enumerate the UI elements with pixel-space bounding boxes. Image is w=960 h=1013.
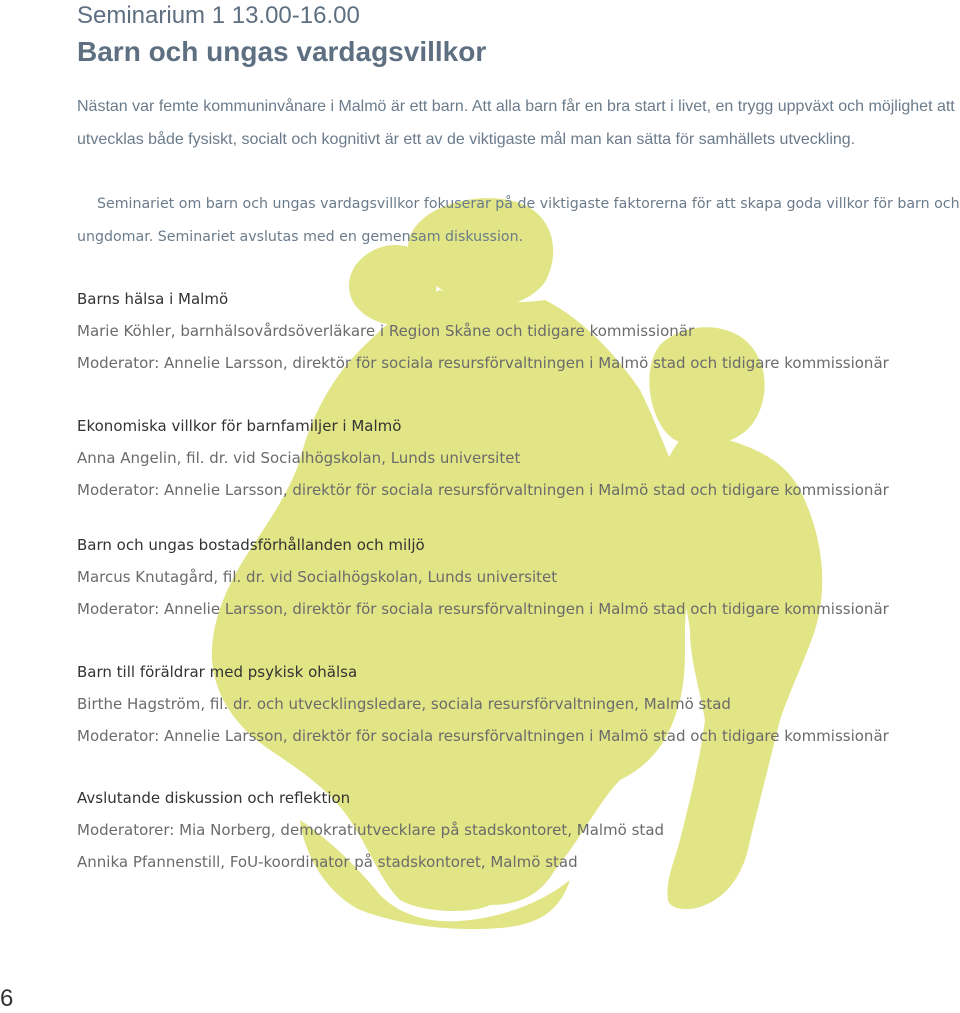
session-title: Barn till föräldrar med psykisk ohälsa [77,663,358,681]
session-title: Avslutande diskussion och reflektion [77,789,351,807]
seminar-main-title: Barn och ungas vardagsvillkor [77,36,487,67]
seminar-time-title: Seminarium 1 13.00-16.00 [77,2,360,29]
intro-paragraph-2: Seminariet om barn och ungas vardagsvillkor fokuserar på de viktigaste faktorerna för att skapa goda villkor för barn och ungdomar. Seminariet avslutas med en gemensam diskussion. [77,196,960,245]
session-block [77,656,889,752]
session-title: Ekonomiska villkor för barnfamiljer i Malmö [77,417,402,435]
session-block [77,782,664,878]
intro-paragraph-1: Nästan var femte kommuninvånare i Malmö är ett barn. Att alla barn får en bra start i livet, en trygg uppväxt och möjlighet att utvecklas både fysiskt, socialt och kognitivt är ett av de viktigaste mål man kan sätta för samhällets utveckling. [77,98,955,148]
session-block [77,529,889,625]
session-moderator: Moderator: Annelie Larsson, direktör för sociala resursförvaltningen i Malmö stad och tidigare kommissionär [77,600,889,618]
session-coordinator: Annika Pfannenstill, FoU-koordinator på stadskontoret, Malmö stad [77,853,578,871]
session-speaker: Marcus Knutagård, fil. dr. vid Socialhögskolan, Lunds universitet [77,568,558,586]
session-moderator: Moderator: Annelie Larsson, direktör för sociala resursförvaltningen i Malmö stad och tidigare kommissionär [77,481,889,499]
session-block [77,283,889,379]
session-moderator: Moderator: Annelie Larsson, direktör för sociala resursförvaltningen i Malmö stad och tidigare kommissionär [77,727,889,745]
session-speaker: Anna Angelin, fil. dr. vid Socialhögskolan, Lunds universitet [77,449,521,467]
session-moderator: Moderator: Annelie Larsson, direktör för sociala resursförvaltningen i Malmö stad och tidigare kommissionär [77,354,889,372]
session-speaker: Birthe Hagström, fil. dr. och utvecklingsledare, sociala resursförvaltningen, Malmö stad [77,695,731,713]
session-speaker: Marie Köhler, barnhälsovårdsöverläkare i Region Skåne och tidigare kommissionär [77,322,695,340]
page-number: 6 [0,985,14,1012]
session-moderators: Moderatorer: Mia Norberg, demokratiutvecklare på stadskontoret, Malmö stad [77,821,665,839]
session-title: Barns hälsa i Malmö [77,290,229,308]
session-title: Barn och ungas bostadsförhållanden och miljö [77,536,425,554]
session-block [77,410,889,506]
